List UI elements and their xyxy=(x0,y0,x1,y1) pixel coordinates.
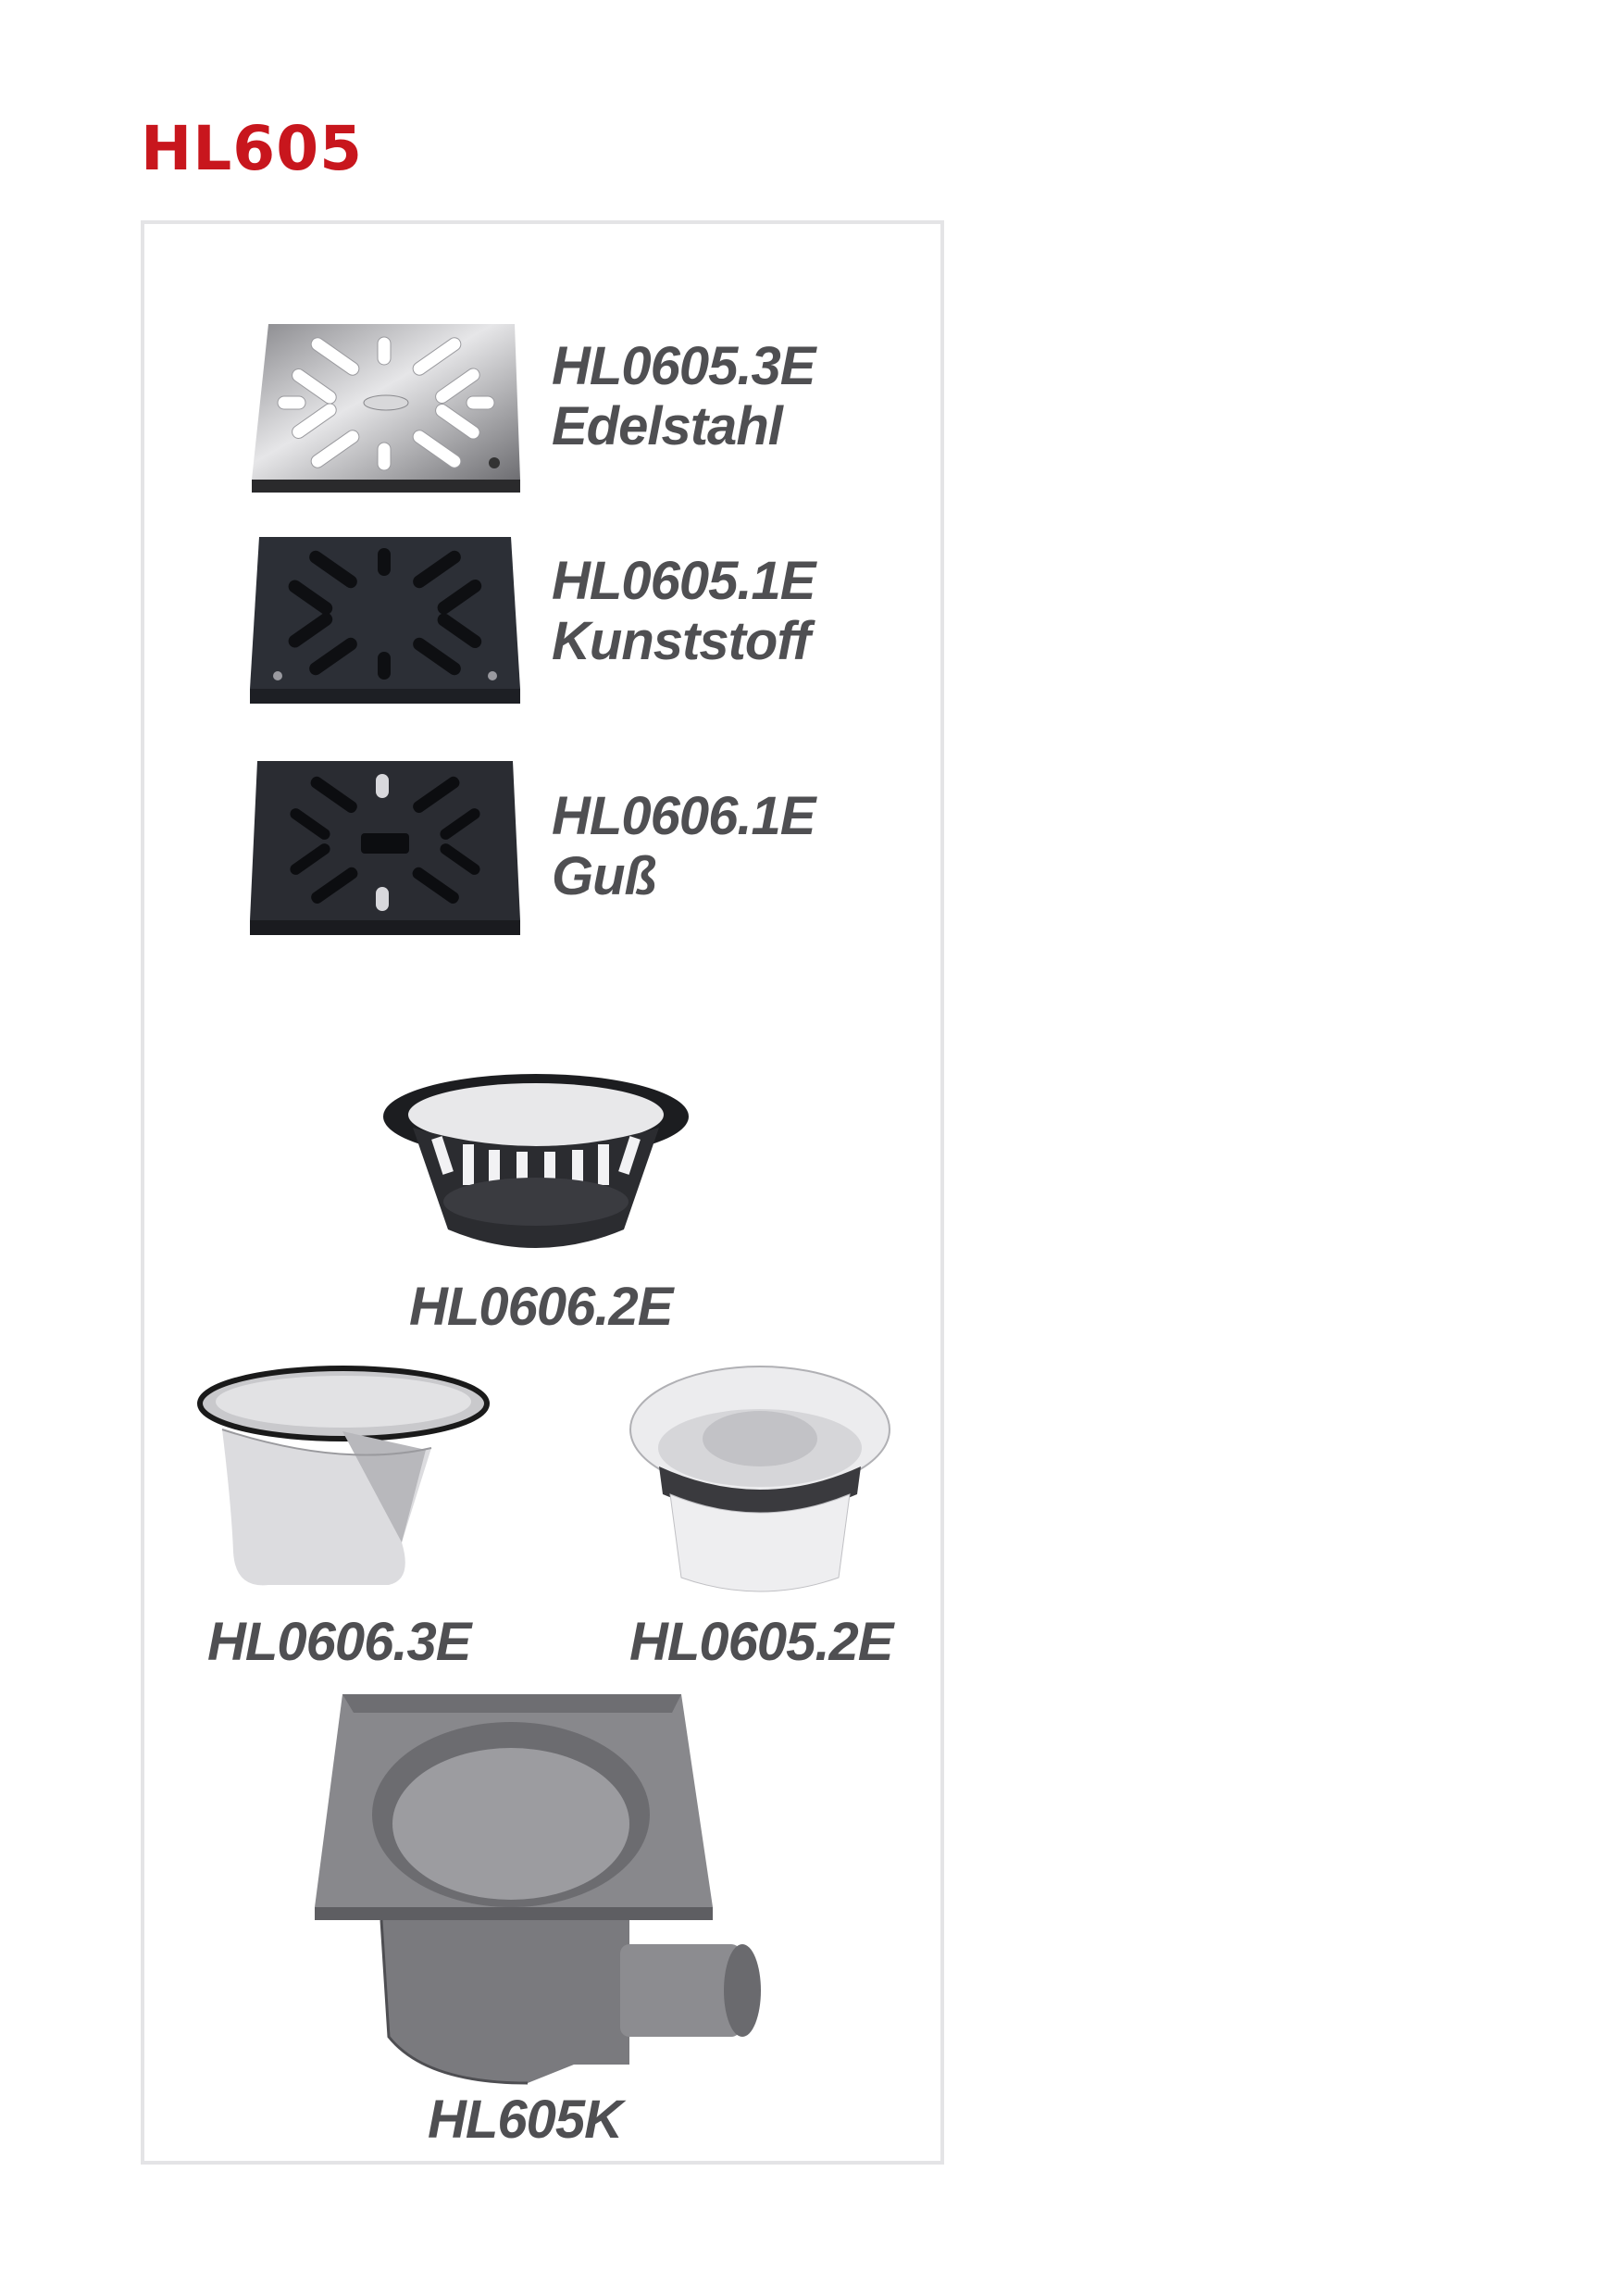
round-insert-label: HL0605.2E xyxy=(629,1612,893,1672)
stainless-steel-grate-image xyxy=(252,324,520,493)
grey-odour-trap-insert-image xyxy=(194,1366,492,1603)
product-code: HL0605.1E xyxy=(552,551,815,611)
product-code: HL0606.1E xyxy=(552,786,815,846)
product-code: HL0605.3E xyxy=(552,336,815,396)
page-title: HL605 xyxy=(141,113,364,184)
basket-label: HL0606.2E xyxy=(409,1277,673,1337)
drain-body-label: HL605K xyxy=(428,2090,622,2150)
grey-insert-label: HL0606.3E xyxy=(207,1612,471,1672)
grate-label-cast xyxy=(552,787,815,907)
cast-iron-grate-image xyxy=(250,761,520,935)
plastic-grate-image xyxy=(250,537,520,704)
product-material: Edelstahl xyxy=(552,395,782,456)
product-material: Guß xyxy=(552,845,656,906)
black-basket-frame-image xyxy=(381,1072,691,1257)
product-material: Kunststoff xyxy=(552,610,810,671)
round-odour-trap-insert-image xyxy=(626,1365,894,1602)
grate-label-stainless xyxy=(552,337,815,457)
drain-body-image xyxy=(315,1694,796,2092)
grate-label-plastic xyxy=(552,552,815,672)
